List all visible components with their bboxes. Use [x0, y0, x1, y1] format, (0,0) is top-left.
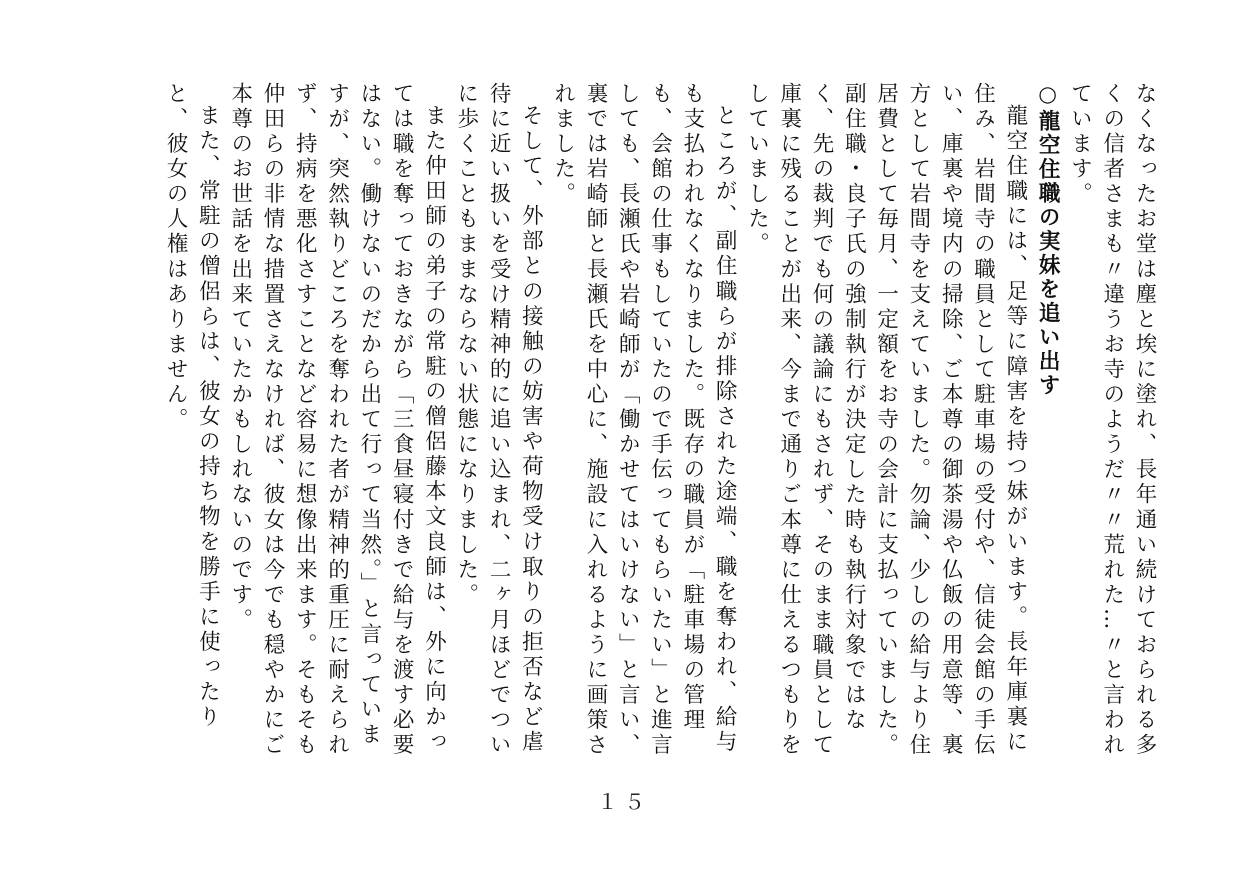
section-heading: ○龍空住職の実妹を追い出す	[1035, 82, 1061, 398]
body-paragraph-4: また仲田師の弟子の常駐の僧侶藤本文良師は、外に向かっては職を奪っておきながら「三食昼寝付きで給与を渡す必要はない。働けないのだから出て行って当然。」と言っていますが、突然執りどころを奪われた者が精神的重圧に耐えられず、持病を悪化さすことなど容易に想像出来ます。そもそも仲田らの非情な措置さえなければ、彼女は今でも穏やかにご本尊のお世話を出来ていたかもしれないのです。	[227, 82, 447, 759]
body-paragraph-2: ところが、副住職らが排除された途端、職を奪われ、給与も支払われなくなりました。既存の職員が「駐車場の管理も、会館の仕事もしていたので手伝ってもらいたい」と進言しても、長瀬氏や岩崎師が「働かせてはいけない」と言い、裏では岩崎師と長瀬氏を中心に、施設に入れるように画策されました。	[550, 82, 738, 759]
page-number: １５	[597, 790, 651, 814]
body-paragraph-1: 龍空住職には、足等に障害を持つ妹がいます。長年庫裏に住み、岩間寺の職員として駐車場の受付や、信徒会館の手伝い、庫裏や境内の掃除、ご本尊の御茶湯や仏飯の用意等、裏方として岩間寺を支えていました。勿論、少しの給与より住居費として毎月、一定額をお寺の会計に支払っていました。副住職・良子氏の強制執行が決定した時も執行対象ではなく、先の裁判でも何の議論にもされず、そのまま職員として庫裏に残ることが出来、今まで通りご本尊に仕えるつもりをしていました。	[744, 82, 1028, 759]
vertical-text-body	[159, 82, 1160, 762]
intro-paragraph: なくなったお堂は塵と埃に塗れ、長年通い続けておられる多くの信者さまも〃違うお寺のようだ〃〃荒れた…〃と言われています。	[1067, 82, 1157, 759]
body-paragraph-5: また、常駐の僧侶らは、彼女の持ち物を勝手に使ったりと、彼女の人権はありません。	[163, 82, 221, 730]
body-paragraph-3: そして、外部との接触の妨害や荷物受け取りの拒否など虐待に近い扱いを受け精神的に追い込まれ、二ヶ月ほどでついに歩くこともままならない状態になりました。	[453, 82, 544, 759]
